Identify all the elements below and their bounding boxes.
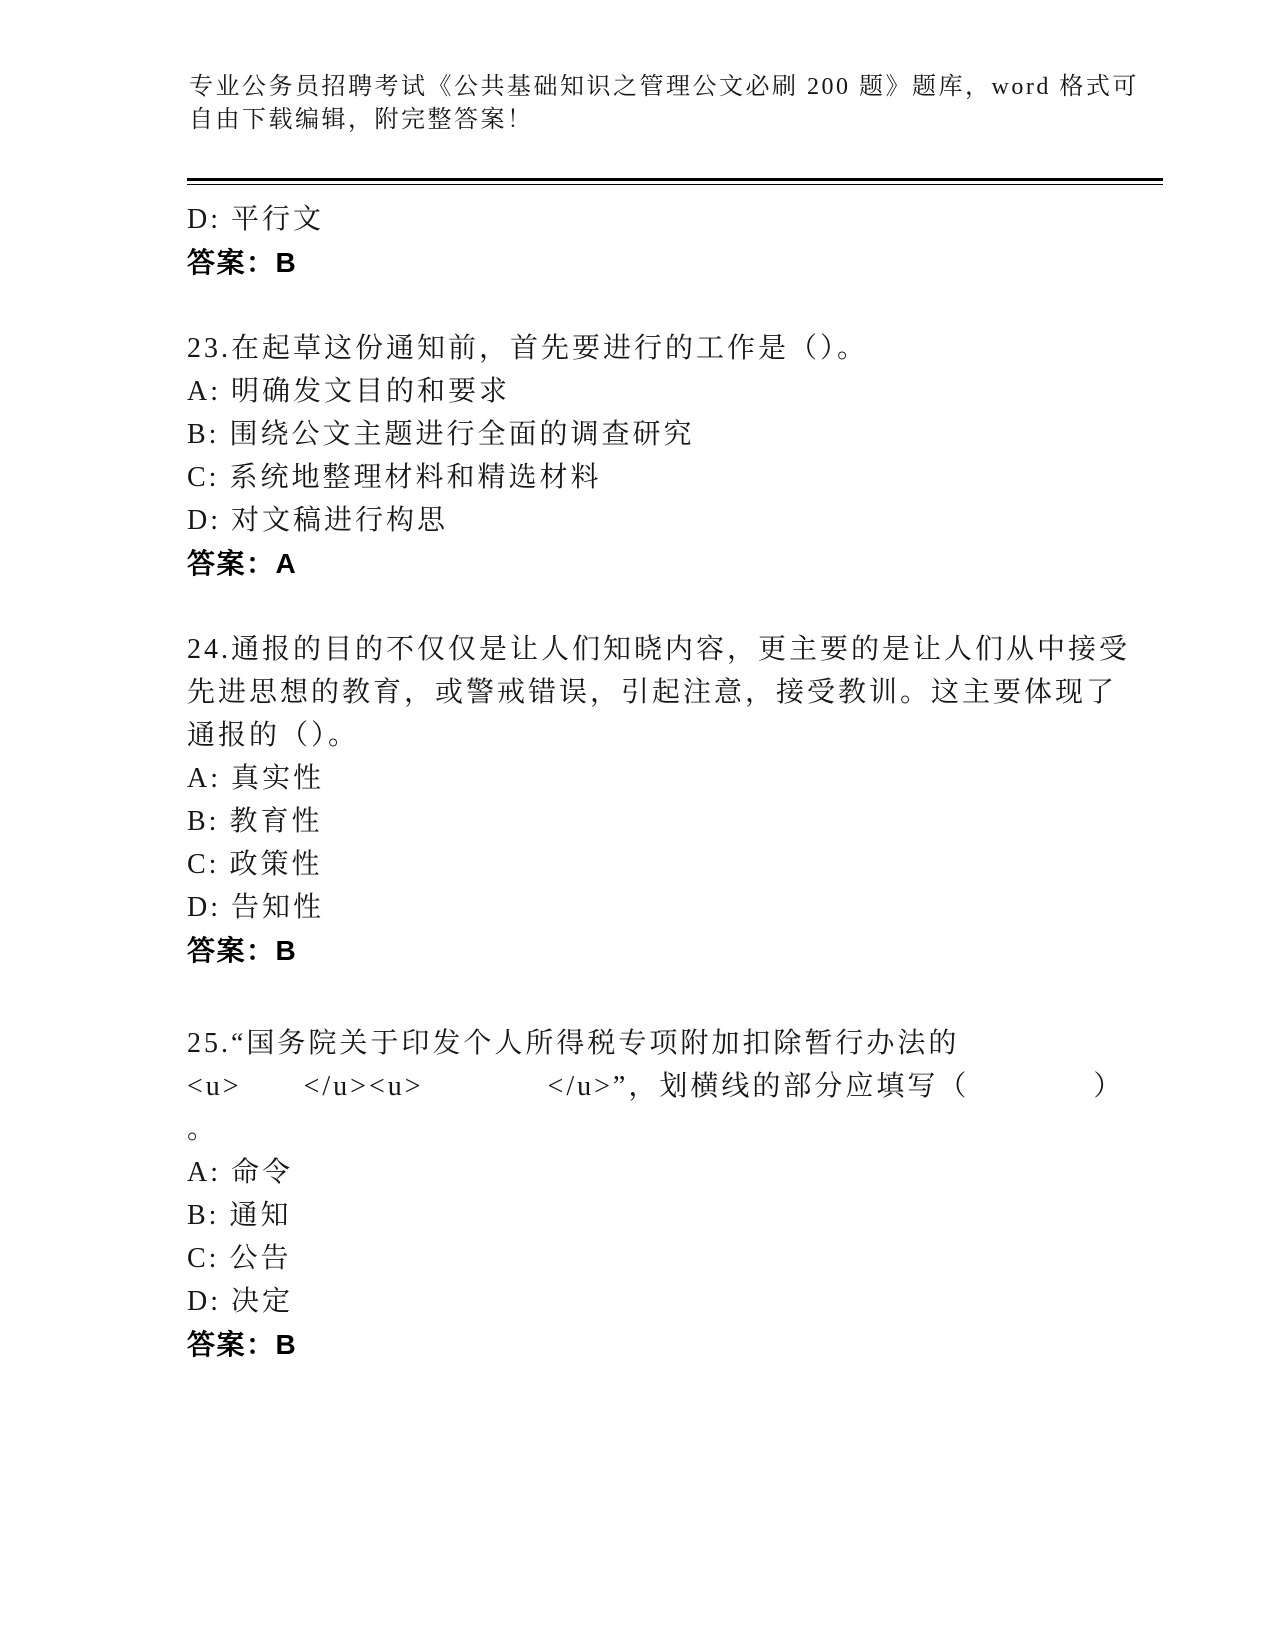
header-text-line-1: 专业公务员招聘考试《公共基础知识之管理公文必刷 200 题》题库，word 格式可 xyxy=(189,74,1139,100)
question-25-stem-line-1: 25.“国务院关于印发个人所得税专项附加扣除暂行办法的 xyxy=(187,1028,960,1059)
question-23-option-b: B: 围绕公文主题进行全面的调查研究 xyxy=(187,419,695,450)
question-24-option-a: A: 真实性 xyxy=(187,763,325,794)
header-text-line-2: 自由下载编辑，附完整答案！ xyxy=(189,107,534,133)
question-25-option-d: D: 决定 xyxy=(187,1286,294,1317)
question-22-remainder xyxy=(187,198,1197,284)
question-23 xyxy=(187,327,1197,585)
question-25-option-a: A: 命令 xyxy=(187,1157,294,1188)
question-25-answer: 答案：B xyxy=(187,1329,298,1360)
question-25-option-c: C: 公告 xyxy=(187,1243,292,1274)
question-22-answer: 答案：B xyxy=(187,247,298,278)
question-23-stem: 23.在起草这份通知前，首先要进行的工作是（）。 xyxy=(187,333,869,364)
question-24 xyxy=(187,628,1197,972)
question-23-option-d: D: 对文稿进行构思 xyxy=(187,505,449,536)
document-body xyxy=(187,185,1197,1366)
question-24-option-d: D: 告知性 xyxy=(187,892,325,923)
question-23-option-a: A: 明确发文目的和要求 xyxy=(187,376,511,407)
question-25-option-b: B: 通知 xyxy=(187,1200,292,1231)
question-25 xyxy=(187,1022,1197,1366)
question-23-answer: 答案：A xyxy=(187,548,298,579)
question-24-stem-line-2: 先进思想的教育，或警戒错误，引起注意，接受教训。这主要体现了 xyxy=(187,677,1118,708)
question-24-option-b: B: 教育性 xyxy=(187,806,323,837)
page-header xyxy=(189,71,1165,137)
question-24-answer: 答案：B xyxy=(187,935,298,966)
header-divider-rule xyxy=(187,178,1163,185)
question-23-option-c: C: 系统地整理材料和精选材料 xyxy=(187,462,602,493)
question-24-option-c: C: 政策性 xyxy=(187,849,323,880)
question-22-option-d: D: 平行文 xyxy=(187,204,325,235)
question-25-stem-line-3: 。 xyxy=(187,1114,219,1145)
question-24-stem-line-1: 24.通报的目的不仅仅是让人们知晓内容，更主要的是让人们从中接受 xyxy=(187,634,1131,665)
question-25-stem-line-2: <u> </u><u> </u>”，划横线的部分应填写（ ） xyxy=(187,1071,1125,1102)
question-24-stem-line-3: 通报的（）。 xyxy=(187,720,360,751)
